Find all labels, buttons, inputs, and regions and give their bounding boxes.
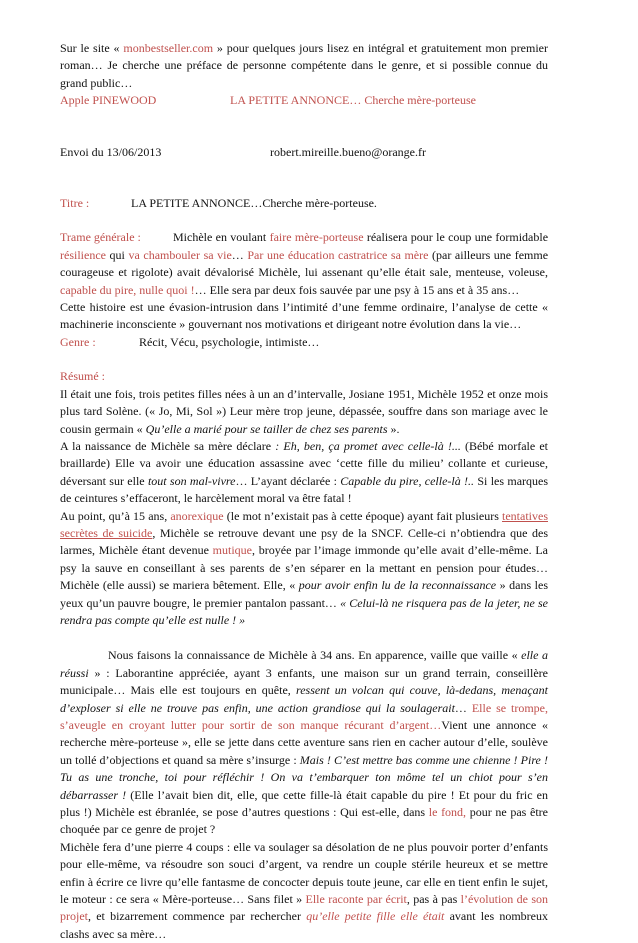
titre-line	[60, 195, 548, 212]
genre-label: Genre :	[60, 334, 96, 349]
document-page	[60, 40, 548, 943]
resume-paragraph-3: Au point, qu’à 15 ans, anorexique (le mot n’existait pas à cette époque) ayant fait plusieurs tentatives secrètes de suicide, Michèle se retrouve devant une psy de la SNCF. Celle-ci n’obtiendra que des larmes, Michèle étant devenue mutique, broyée par l’image immonde qu’elle avait d’elle-même. La psy la sauve en conseillant à ses parents de s’en séparer en la mettant en pension pour études… Michèle (elle aussi) se mariera bêtement. Elle, « pour avoir enfin lu de la reconnaissance » dans les yeux qu’un pauvre bougre, le premier pantalon passant… « Celui-là ne risquera pas de la jeter, ne se rendra pas compte qu’elle est nulle ! »	[60, 508, 549, 627]
titre-value: LA PETITE ANNONCE…Cherche mère-porteuse.	[131, 196, 377, 211]
trame-paragraph-2: Cette histoire est une évasion-intrusion dans l’intimité d’une femme ordinaire, l’analyse de cette « machinerie inconsciente » gouvernant nos motivations et dirigeant notre évolution dans la vie…	[60, 300, 548, 332]
book-title: LA PETITE ANNONCE… Cherche mère-porteuse	[230, 93, 476, 108]
envoi-line	[60, 144, 548, 161]
author-line	[60, 92, 548, 109]
envoi-date: Envoi du 13/06/2013	[60, 144, 162, 159]
site-link[interactable]: monbestseller.com	[123, 41, 214, 55]
author-name: Apple PINEWOOD	[60, 93, 157, 108]
contact-email[interactable]: robert.mireille.bueno@orange.fr	[270, 144, 426, 159]
resume-paragraph-5: Michèle fera d’une pierre 4 coups : elle va soulager sa désolation de ne plus pouvoir porter d’enfants pour elle-même, va résoudre son souci d’argent, va rendre un couple stérile heureux et se mettre enfin à écrire ce livre qu’elle fantasme de concocter depuis toute jeune, car elle en tient enfin le sujet, le moteur : ce sera « Mère-porteuse… Sans filet » Elle raconte par écrit, pas à pas l’évolution de son projet, et bizarrement commence par rechercher qu’elle petite fille elle était avant les nombreux clashs avec sa mère…	[60, 839, 549, 941]
genre-line	[60, 334, 548, 351]
trame-label: Trame générale :	[60, 230, 141, 245]
trame-paragraph: Trame générale : Michèle en voulant faire mère-porteuse réalisera pour le coup une formidable résilience qui va chambouler sa vie… Par une éducation castratrice sa mère (par ailleurs une femme courageuse et rigolote) avait dévalorisé Michèle, lui assenant qu’elle était sale, menteuse, voleuse, capable du pire, nulle quoi !… Elle sera par deux fois sauvée par une psy à 15 ans et à 35 ans…	[60, 230, 549, 297]
resume-paragraph-2: A la naissance de Michèle sa mère déclare : Eh, ben, ça promet avec celle-là !... (Bébé morfale et braillarde) Elle va avoir une éducation assassine avec ‘cette fille du milieu’ collante et curieuse, déversant sur elle tout son mal-vivre… L’ayant déclarée : Capable du pire, celle-là !.. Si les marques de ceintures s’effaceront, le harcèlement moral va être fatal !	[60, 438, 549, 506]
resume-paragraph-4: Nous faisons la connaissance de Michèle à 34 ans. En apparence, vaille que vaille « elle a réussi » : Laborantine appréciée, ayant 3 enfants, une maison sur un grand terrain, conseillère municipale… Mais elle est toujours en quête, ressent un volcan qui couve, là-dedans, menaçant d’exploser si elle ne trouve pas enfin, une action grandiose qui la soulagerait… Elle se trompe, s’aveugle en croyant lutter pour sortir de son manque récurant d’argent…Vient une annonce « recherche mère-porteuse », elle se jette dans cette aventure sans rien en cacher autour d’elle, soulève un tollé d’objections et quand sa mère s’insurge : Mais ! C’est mettre bas comme une chienne ! Pire ! Tu as une tronche, toi pour réfléchir ! On va t’embarquer ton môme tel un chiot pour s’en débarrasser ! (Elle l’avait bien dit, elle, que cette fille-là était capable du pire ! Et pour du fric en plus !) Michèle est ébranlée, se pose d’autres questions : Qui est-elle, dans le fond, pour ne pas être choquée par ce genre de projet ?	[60, 648, 549, 837]
resume-paragraph-1: Il était une fois, trois petites filles nées à un an d’intervalle, Josiane 1951, Michèle 1952 et onze mois plus tard Solène. (« Jo, Mi, Sol ») Leur mère trop jeune, dépassée, souffre dans son mariage avec le cousin germain « Qu’elle a marié pour se tailler de chez ses parents ».	[60, 386, 548, 436]
resume-label: Résumé :	[60, 369, 105, 384]
intro-paragraph: Sur le site « monbestseller.com » pour quelques jours lisez en intégral et gratuitement mon premier roman… Je cherche une préface de personne compétente dans le genre, et si possible connue du grand public…	[60, 41, 548, 90]
titre-label: Titre :	[60, 196, 90, 211]
genre-value: Récit, Vécu, psychologie, intimiste…	[139, 334, 320, 349]
